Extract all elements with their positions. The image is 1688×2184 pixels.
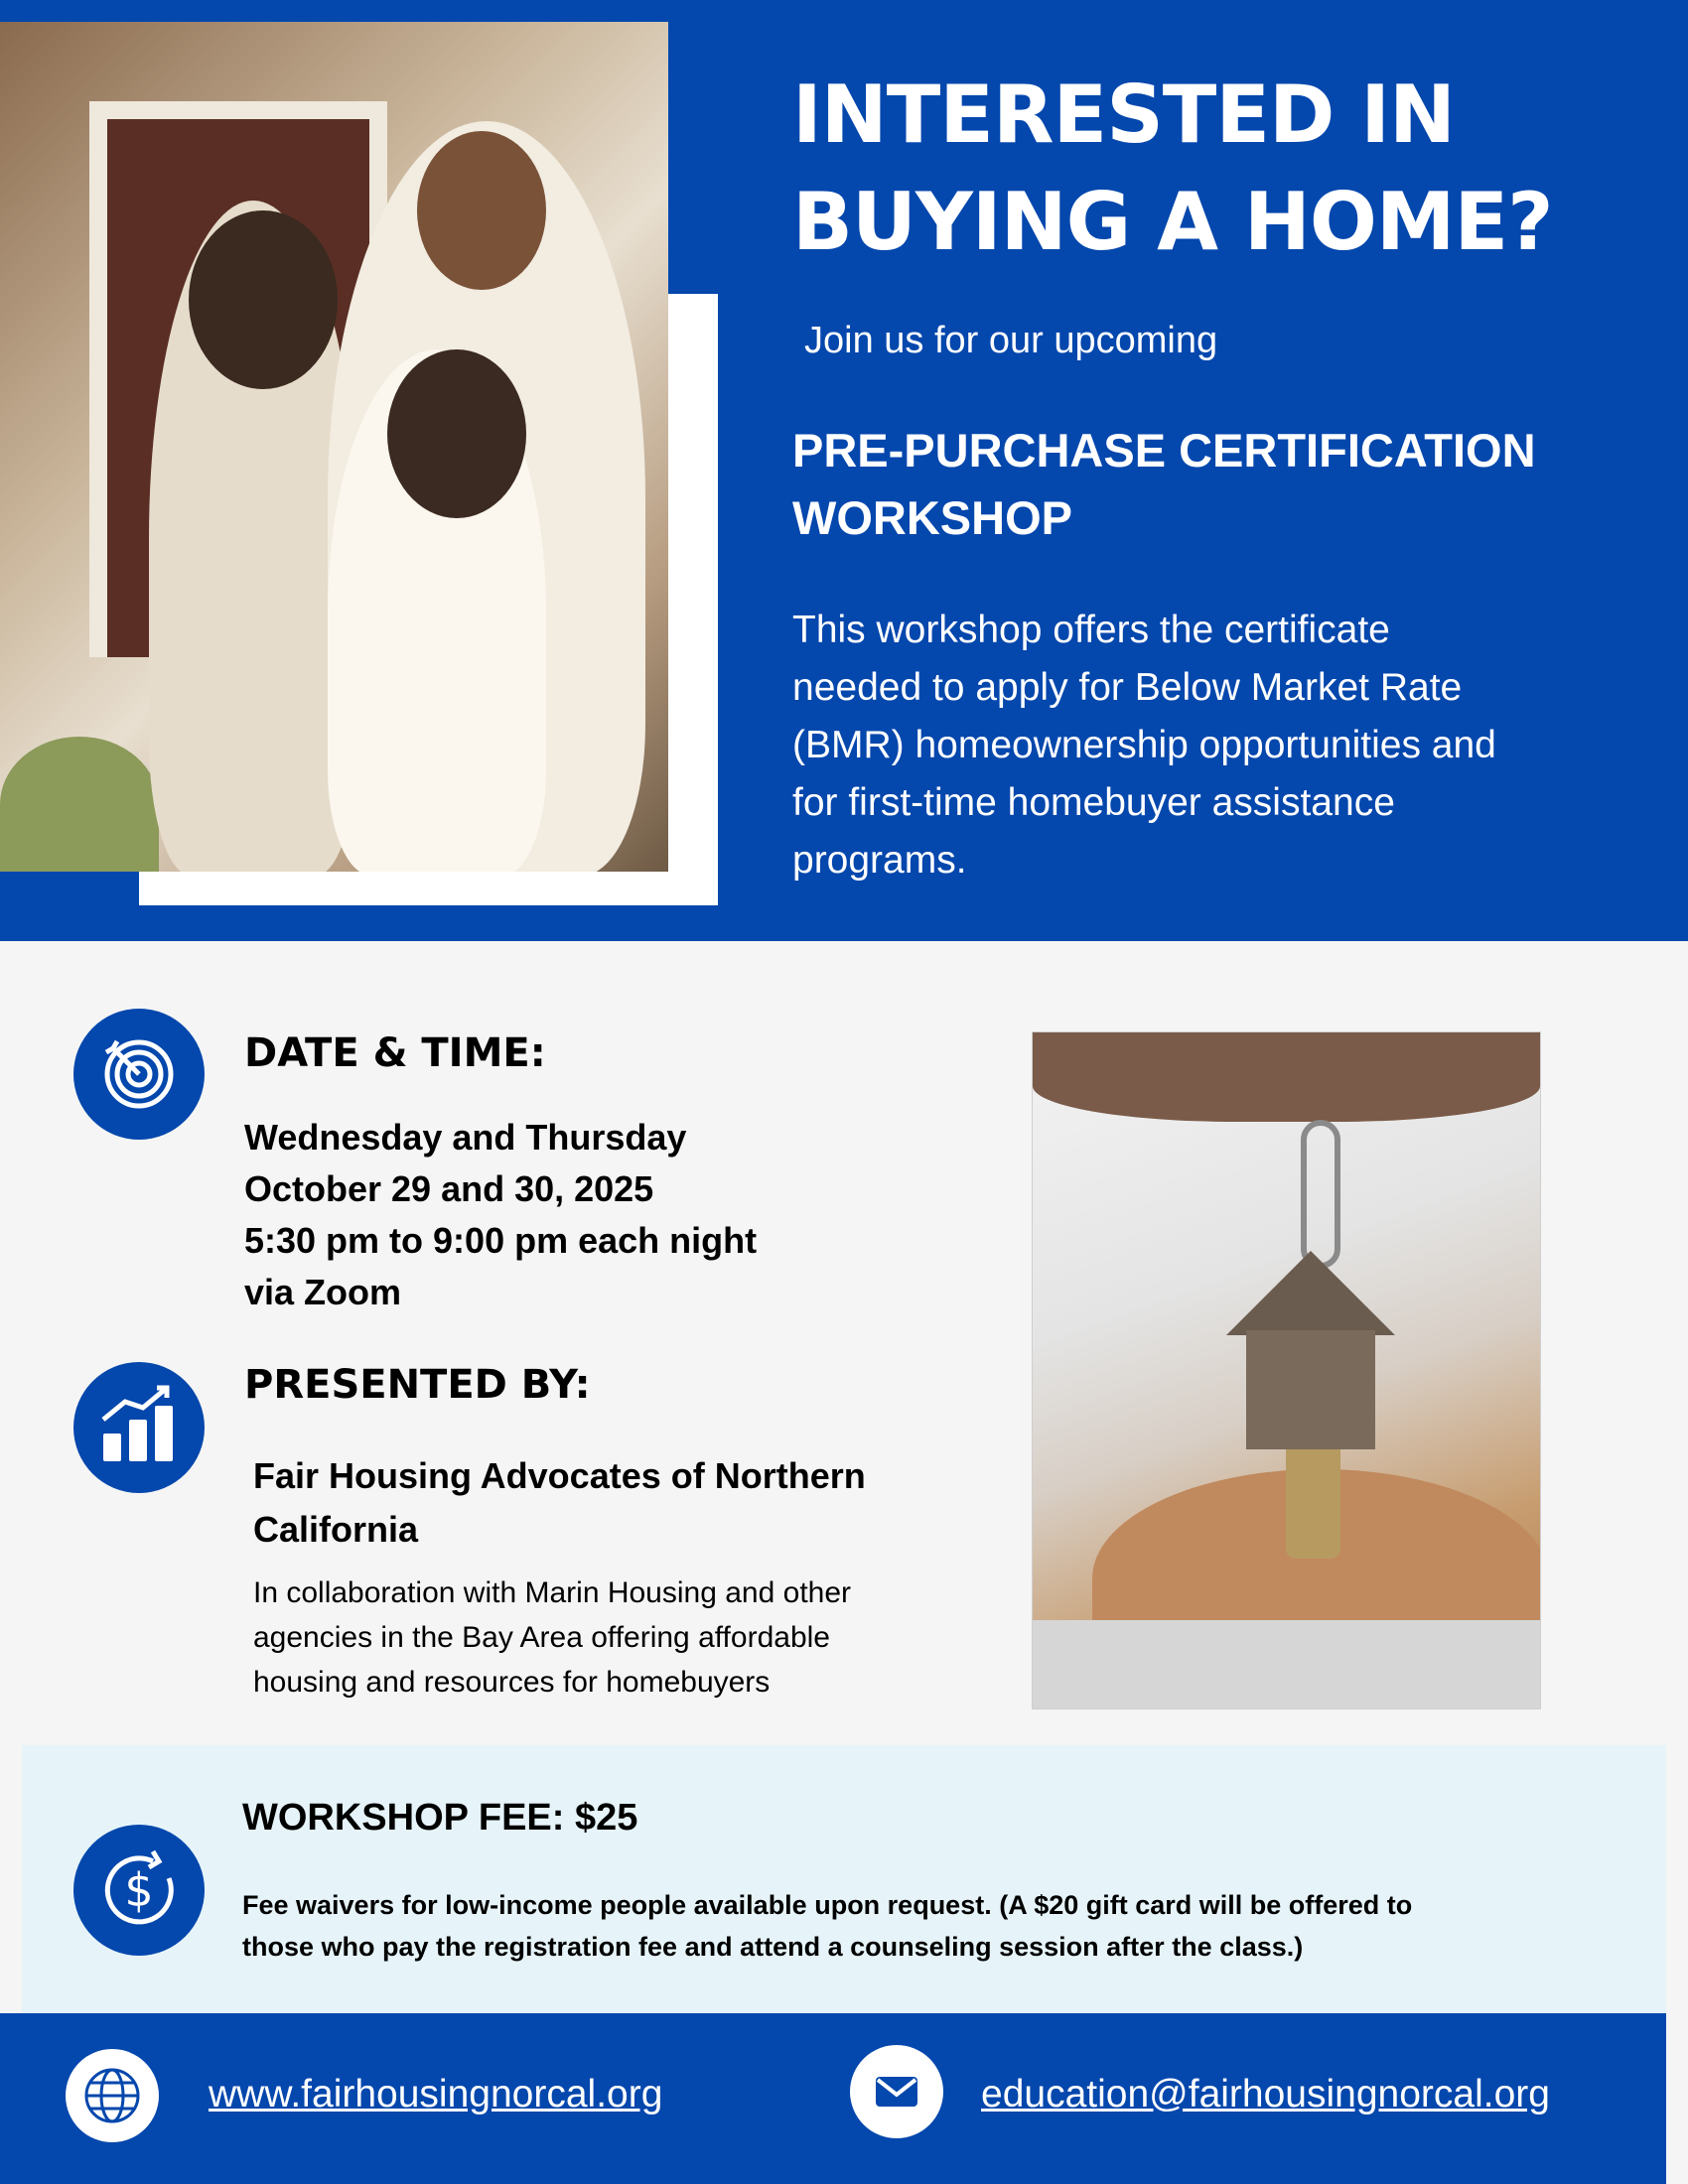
- presenter-description: [253, 1570, 928, 1705]
- dollar-icon: [73, 1825, 205, 1956]
- intro-text: Join us for our upcoming: [804, 320, 1218, 361]
- workshop-description: [792, 602, 1587, 889]
- date-time-heading: DATE & TIME:: [244, 1030, 546, 1076]
- svg-text:$: $: [124, 1863, 154, 1917]
- house-keys-photo: [1033, 1032, 1540, 1620]
- date-line: October 29 and 30, 2025: [244, 1168, 654, 1209]
- workshop-title-line: PRE-PURCHASE CERTIFICATION: [792, 424, 1536, 477]
- fee-band: [22, 1745, 1666, 2013]
- presenter-description-line: housing and resources for homebuyers: [253, 1666, 771, 1699]
- description-line: for first-time homebuyer assistance: [792, 781, 1395, 824]
- location-line: via Zoom: [244, 1272, 402, 1312]
- website-link[interactable]: www.fairhousingnorcal.org: [209, 2073, 663, 2116]
- family-photo: [0, 22, 668, 872]
- description-line: programs.: [792, 839, 967, 882]
- workshop-title-line: WORKSHOP: [792, 491, 1072, 544]
- date-line: Wednesday and Thursday: [244, 1117, 687, 1158]
- presenter-name-line: California: [253, 1509, 419, 1550]
- globe-icon: [66, 2049, 159, 2142]
- bar-chart-icon: [73, 1362, 205, 1493]
- envelope-icon: [850, 2045, 943, 2138]
- email-link[interactable]: education@fairhousingnorcal.org: [981, 2073, 1550, 2116]
- presenter-name-line: Fair Housing Advocates of Northern: [253, 1455, 866, 1496]
- workshop-title: [792, 417, 1646, 552]
- presented-by-heading: PRESENTED BY:: [244, 1362, 591, 1408]
- keys-photo-frame: [1032, 1031, 1541, 1709]
- date-time-details: [244, 1112, 860, 1318]
- headline-line: BUYING A HOME?: [792, 176, 1553, 268]
- fee-description: [242, 1884, 1553, 1968]
- presenter-name: [253, 1449, 948, 1557]
- page-title: [792, 62, 1666, 276]
- description-line: This workshop offers the certificate: [792, 609, 1390, 651]
- fee-description-line: Fee waivers for low-income people available upon request. (A $20 gift card will be offered to: [242, 1890, 1413, 1920]
- description-line: (BMR) homeownership opportunities and: [792, 724, 1496, 766]
- time-line: 5:30 pm to 9:00 pm each night: [244, 1220, 758, 1261]
- presenter-description-line: agencies in the Bay Area offering affordable: [253, 1621, 830, 1654]
- headline-line: INTERESTED IN: [792, 68, 1455, 161]
- fee-description-line: those who pay the registration fee and attend a counseling session after the class.): [242, 1932, 1304, 1962]
- fee-title: WORKSHOP FEE: $25: [242, 1797, 638, 1839]
- target-icon: [73, 1009, 205, 1140]
- presenter-description-line: In collaboration with Marin Housing and other: [253, 1576, 852, 1609]
- description-line: needed to apply for Below Market Rate: [792, 666, 1463, 709]
